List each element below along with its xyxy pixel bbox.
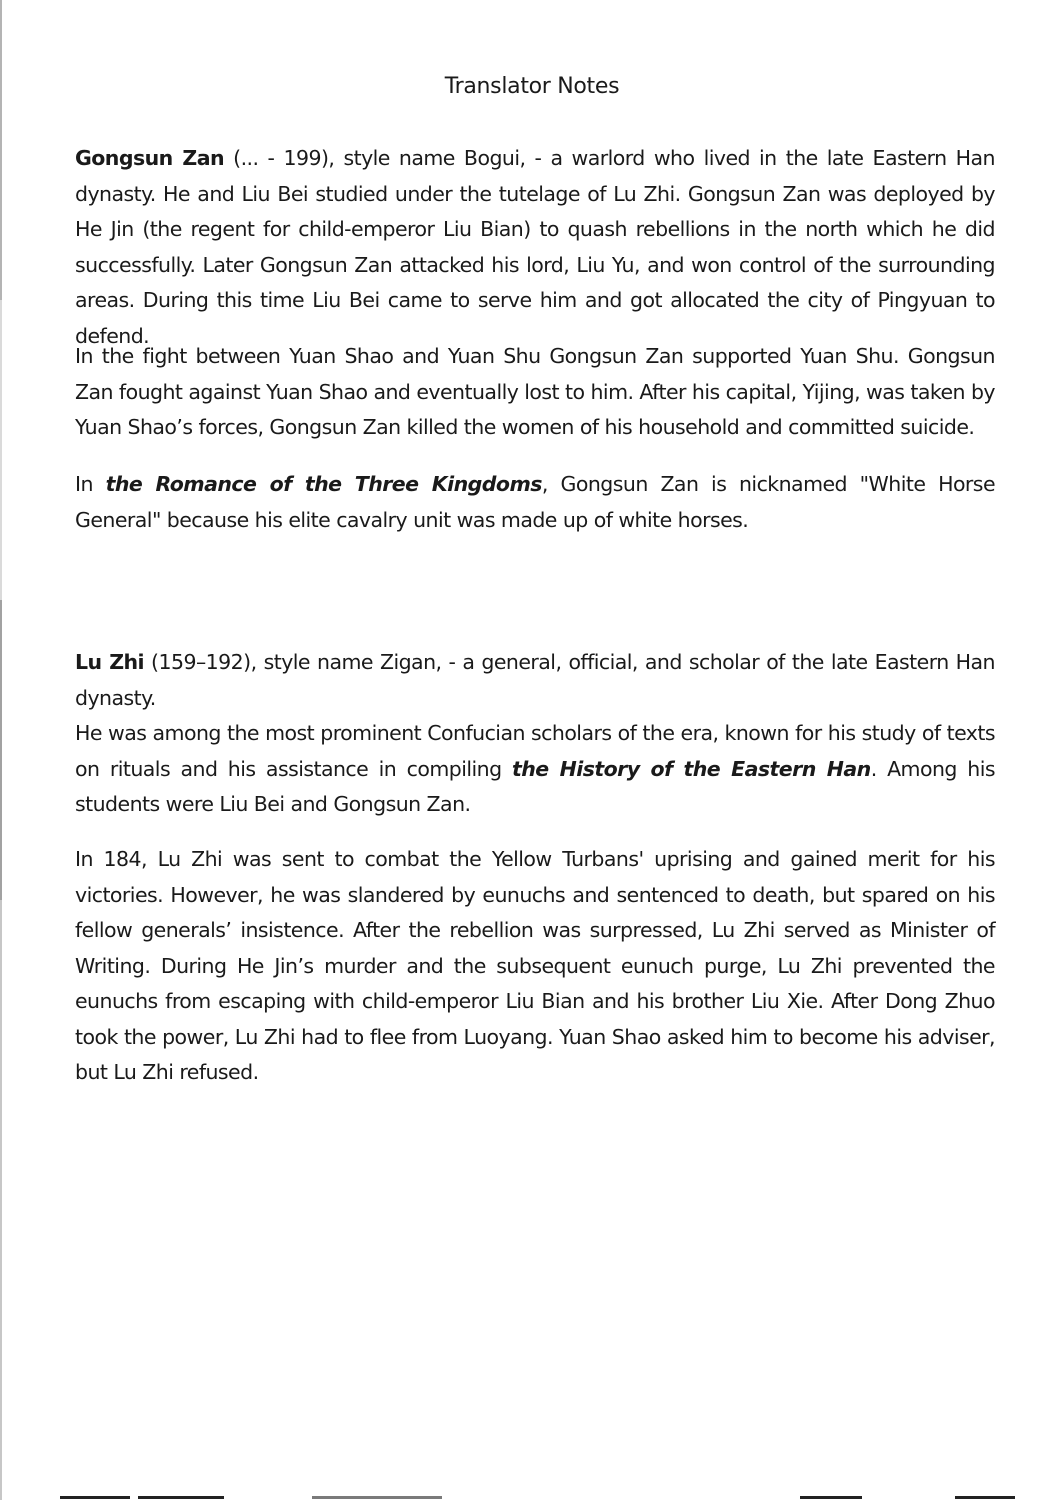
lu-zhi-paragraph-2-pre: He was among the most prominent Confucian scholars of the era, known for his study of texts on rituals and his assistance in compiling	[75, 721, 995, 781]
lu-zhi-name: Lu Zhi	[75, 650, 145, 674]
gongsun-zan-paragraph-1-text: (... - 199), style name Bogui, - a warlord who lived in the late Eastern Han dynasty. He and Liu Bei studied under the tutelage of Lu Zhi. Gongsun Zan was deployed by He Jin (the regent for child-emperor Liu Bian) to quash rebellions in the north which he did successfully. Later Gongsun Zan attacked his lord, Liu Yu, and won control of the surrounding areas. During this time Liu Bei came to serve him and got allocated the city of Pingyuan to defend.	[75, 146, 995, 348]
footer-mark	[800, 1496, 862, 1499]
footer-mark	[138, 1496, 224, 1499]
romance-book-title: the Romance of the Three Kingdoms	[105, 472, 542, 496]
gongsun-zan-paragraph-3-pre: In	[75, 472, 106, 496]
footer-mark	[60, 1496, 130, 1499]
scan-edge-line	[0, 0, 2, 1500]
scan-footer-marks	[0, 1494, 1056, 1500]
eastern-han-book-title: the History of the Eastern Han	[511, 756, 871, 781]
gongsun-zan-paragraph-1	[75, 141, 995, 354]
gongsun-zan-paragraph-2: In the fight between Yuan Shao and Yuan Shu Gongsun Zan supported Yuan Shu. Gongsun Zan fought against Yuan Shao and eventually lost to him. After his capital, Yijing, was taken by Yuan Shao’s forces, Gongsun Zan killed the women of his household and committed suicide.	[75, 344, 995, 439]
gongsun-zan-note-2	[75, 339, 995, 446]
footer-mark	[312, 1496, 442, 1499]
lu-zhi-paragraph-1	[75, 645, 995, 716]
lu-zhi-note-3	[75, 842, 995, 1091]
lu-zhi-paragraph-2	[75, 716, 995, 823]
gongsun-zan-name: Gongsun Zan	[75, 146, 225, 170]
gongsun-zan-paragraph-3-post: , Gongsun Zan is nicknamed "White Horse General" because his elite cavalry unit was made up of white horses.	[75, 472, 996, 532]
gongsun-zan-note-3	[75, 467, 995, 538]
footer-mark	[955, 1496, 1015, 1499]
lu-zhi-paragraph-1-text: (159–192), style name Zigan, - a general, official, and scholar of the late Eastern Han dynasty.	[75, 650, 995, 710]
gongsun-zan-note	[75, 141, 995, 354]
lu-zhi-note	[75, 645, 995, 823]
lu-zhi-paragraph-3: In 184, Lu Zhi was sent to combat the Yellow Turbans' uprising and gained merit for his victories. However, he was slandered by eunuchs and sentenced to death, but spared on his fellow generals’ insistence. After the rebellion was surpressed, Lu Zhi served as Minister of Writing. During He Jin’s murder and the subsequent eunuch purge, Lu Zhi prevented the eunuchs from escaping with child-emperor Liu Bian and his brother Liu Xie. After Dong Zhuo took the power, Lu Zhi had to flee from Luoyang. Yuan Shao asked him to become his adviser, but Lu Zhi refused.	[75, 847, 995, 1084]
gongsun-zan-paragraph-3	[75, 467, 995, 538]
page-title: Translator Notes	[444, 74, 620, 99]
lu-zhi-paragraph-2-post: . Among his students were Liu Bei and Gongsun Zan.	[75, 756, 995, 816]
